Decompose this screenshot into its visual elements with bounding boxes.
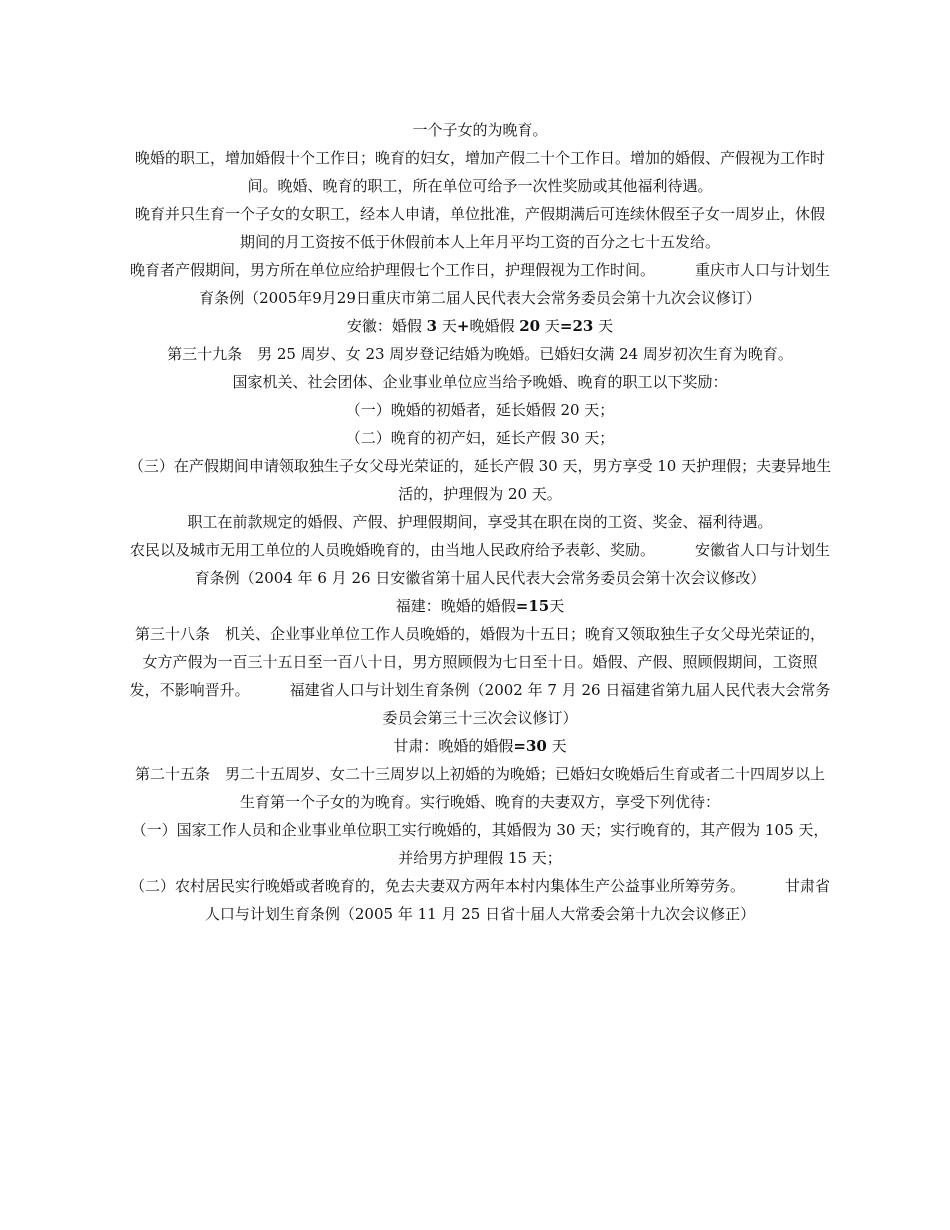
paragraph-with-source <box>128 872 832 928</box>
section-heading-anhui <box>128 312 832 340</box>
paragraph: （一）晚婚的初婚者，延长婚假 20 天； <box>345 401 615 419</box>
paragraph: （二）晚育的初产妇，延长产假 30 天； <box>345 429 615 447</box>
paragraph-with-source <box>128 620 832 732</box>
paragraph: 晚育并只生育一个子女的女职工，经本人申请，单位批准，产假期满后可连续休假至子女一周岁止，休假期间的月工资按不低于休假前本人上年月平均工资的百分之七十五发给。 <box>134 205 825 251</box>
heading-number: 20 <box>519 317 541 335</box>
paragraph-text: 晚育者产假期间，男方所在单位应给护理假七个工作日，护理假视为工作时间。 <box>129 261 655 279</box>
paragraph-with-source <box>128 256 832 312</box>
heading-text: 福建：晚婚的婚假 <box>395 597 516 615</box>
heading-operator: = <box>559 317 573 335</box>
paragraph-text: 农民以及城市无用工单位的人员晚婚晚育的，由当地人民政府给予表彰、奖励。 <box>129 541 655 559</box>
heading-number: =30 <box>513 737 547 755</box>
paragraph-with-source <box>128 536 832 592</box>
heading-number: 23 <box>572 317 594 335</box>
heading-text: 晚婚假 <box>469 317 520 335</box>
heading-number: 3 <box>426 317 438 335</box>
source-citation: 重庆市人口与计划生育条例（2005年9月29日重庆市第二届人民代表大会常务委员会第十九次会议修订） <box>199 261 831 307</box>
paragraph: 第三十九条 男 25 周岁、女 23 周岁登记结婚为晚婚。已婚妇女满 24 周岁初次生育为晚育。 <box>167 345 793 363</box>
heading-text: 甘肃：晚婚的婚假 <box>393 737 514 755</box>
paragraph: （一）国家工作人员和企业事业单位职工实行晚婚的，其婚假为 30 天；实行晚育的，其产假为 105 天，并给男方护理假 15 天； <box>131 821 829 867</box>
heading-unit: 天 <box>546 737 567 755</box>
paragraph-text: （二）农村居民实行晚婚或者晚育的，免去夫妻双方两年本村内集体生产公益事业所筹劳务。 <box>129 877 745 895</box>
heading-text: 安徽：婚假 <box>346 317 427 335</box>
source-citation: 甘肃省人口与计划生育条例（2005 年 11 月 25 日省十届人大常委会第十九次会议修正） <box>204 877 831 923</box>
paragraph: 职工在前款规定的婚假、产假、护理假期间，享受其在职在岗的工资、奖金、福利待遇。 <box>187 513 773 531</box>
paragraph: 一个子女的为晚育。 <box>412 121 548 139</box>
heading-number: =15 <box>515 597 550 615</box>
paragraph: 第二十五条 男二十五周岁、女二十三周岁以上初婚的为晚婚；已婚妇女晚婚后生育或者二十四周岁以上生育第一个子女的为晚育。实行晚婚、晚育的夫妻双方，享受下列优待： <box>134 765 825 811</box>
heading-unit: 天 <box>549 597 565 615</box>
source-citation: 安徽省人口与计划生育条例（2004 年 6 月 26 日安徽省第十届人民代表大会常务委员会第十次会议修改） <box>194 541 831 587</box>
heading-text: 天 <box>437 317 457 335</box>
heading-operator: + <box>456 317 470 335</box>
paragraph: （三）在产假期间申请领取独生子女父母光荣证的，延长产假 30 天，男方享受 10 天护理假；夫妻异地生活的，护理假为 20 天。 <box>128 457 832 503</box>
heading-text: 天 <box>593 317 614 335</box>
source-citation: 福建省人口与计划生育条例（2002 年 7 月 26 日福建省第九届人民代表大会常务委员会第三十三次会议修订） <box>289 681 831 727</box>
heading-text: 天 <box>540 317 560 335</box>
section-heading-fujian <box>128 592 832 620</box>
paragraph: 晚婚的职工，增加婚假十个工作日；晚育的妇女，增加产假二十个工作日。增加的婚假、产假视为工作时间。晚婚、晚育的职工，所在单位可给予一次性奖励或其他福利待遇。 <box>134 149 825 195</box>
paragraph-text: 第三十八条 机关、企业事业单位工作人员晚婚的，婚假为十五日；晚育又领取独生子女父母光荣证的，女方产假为一百三十五日至一百八十日，男方照顾假为七日至十日。婚假、产假、照顾假期间，工资照发，不影响晋升。 <box>129 625 825 699</box>
document-page <box>128 116 832 928</box>
paragraph: 国家机关、社会团体、企业事业单位应当给予晚婚、晚育的职工以下奖励： <box>232 373 728 391</box>
section-heading-gansu <box>128 732 832 760</box>
